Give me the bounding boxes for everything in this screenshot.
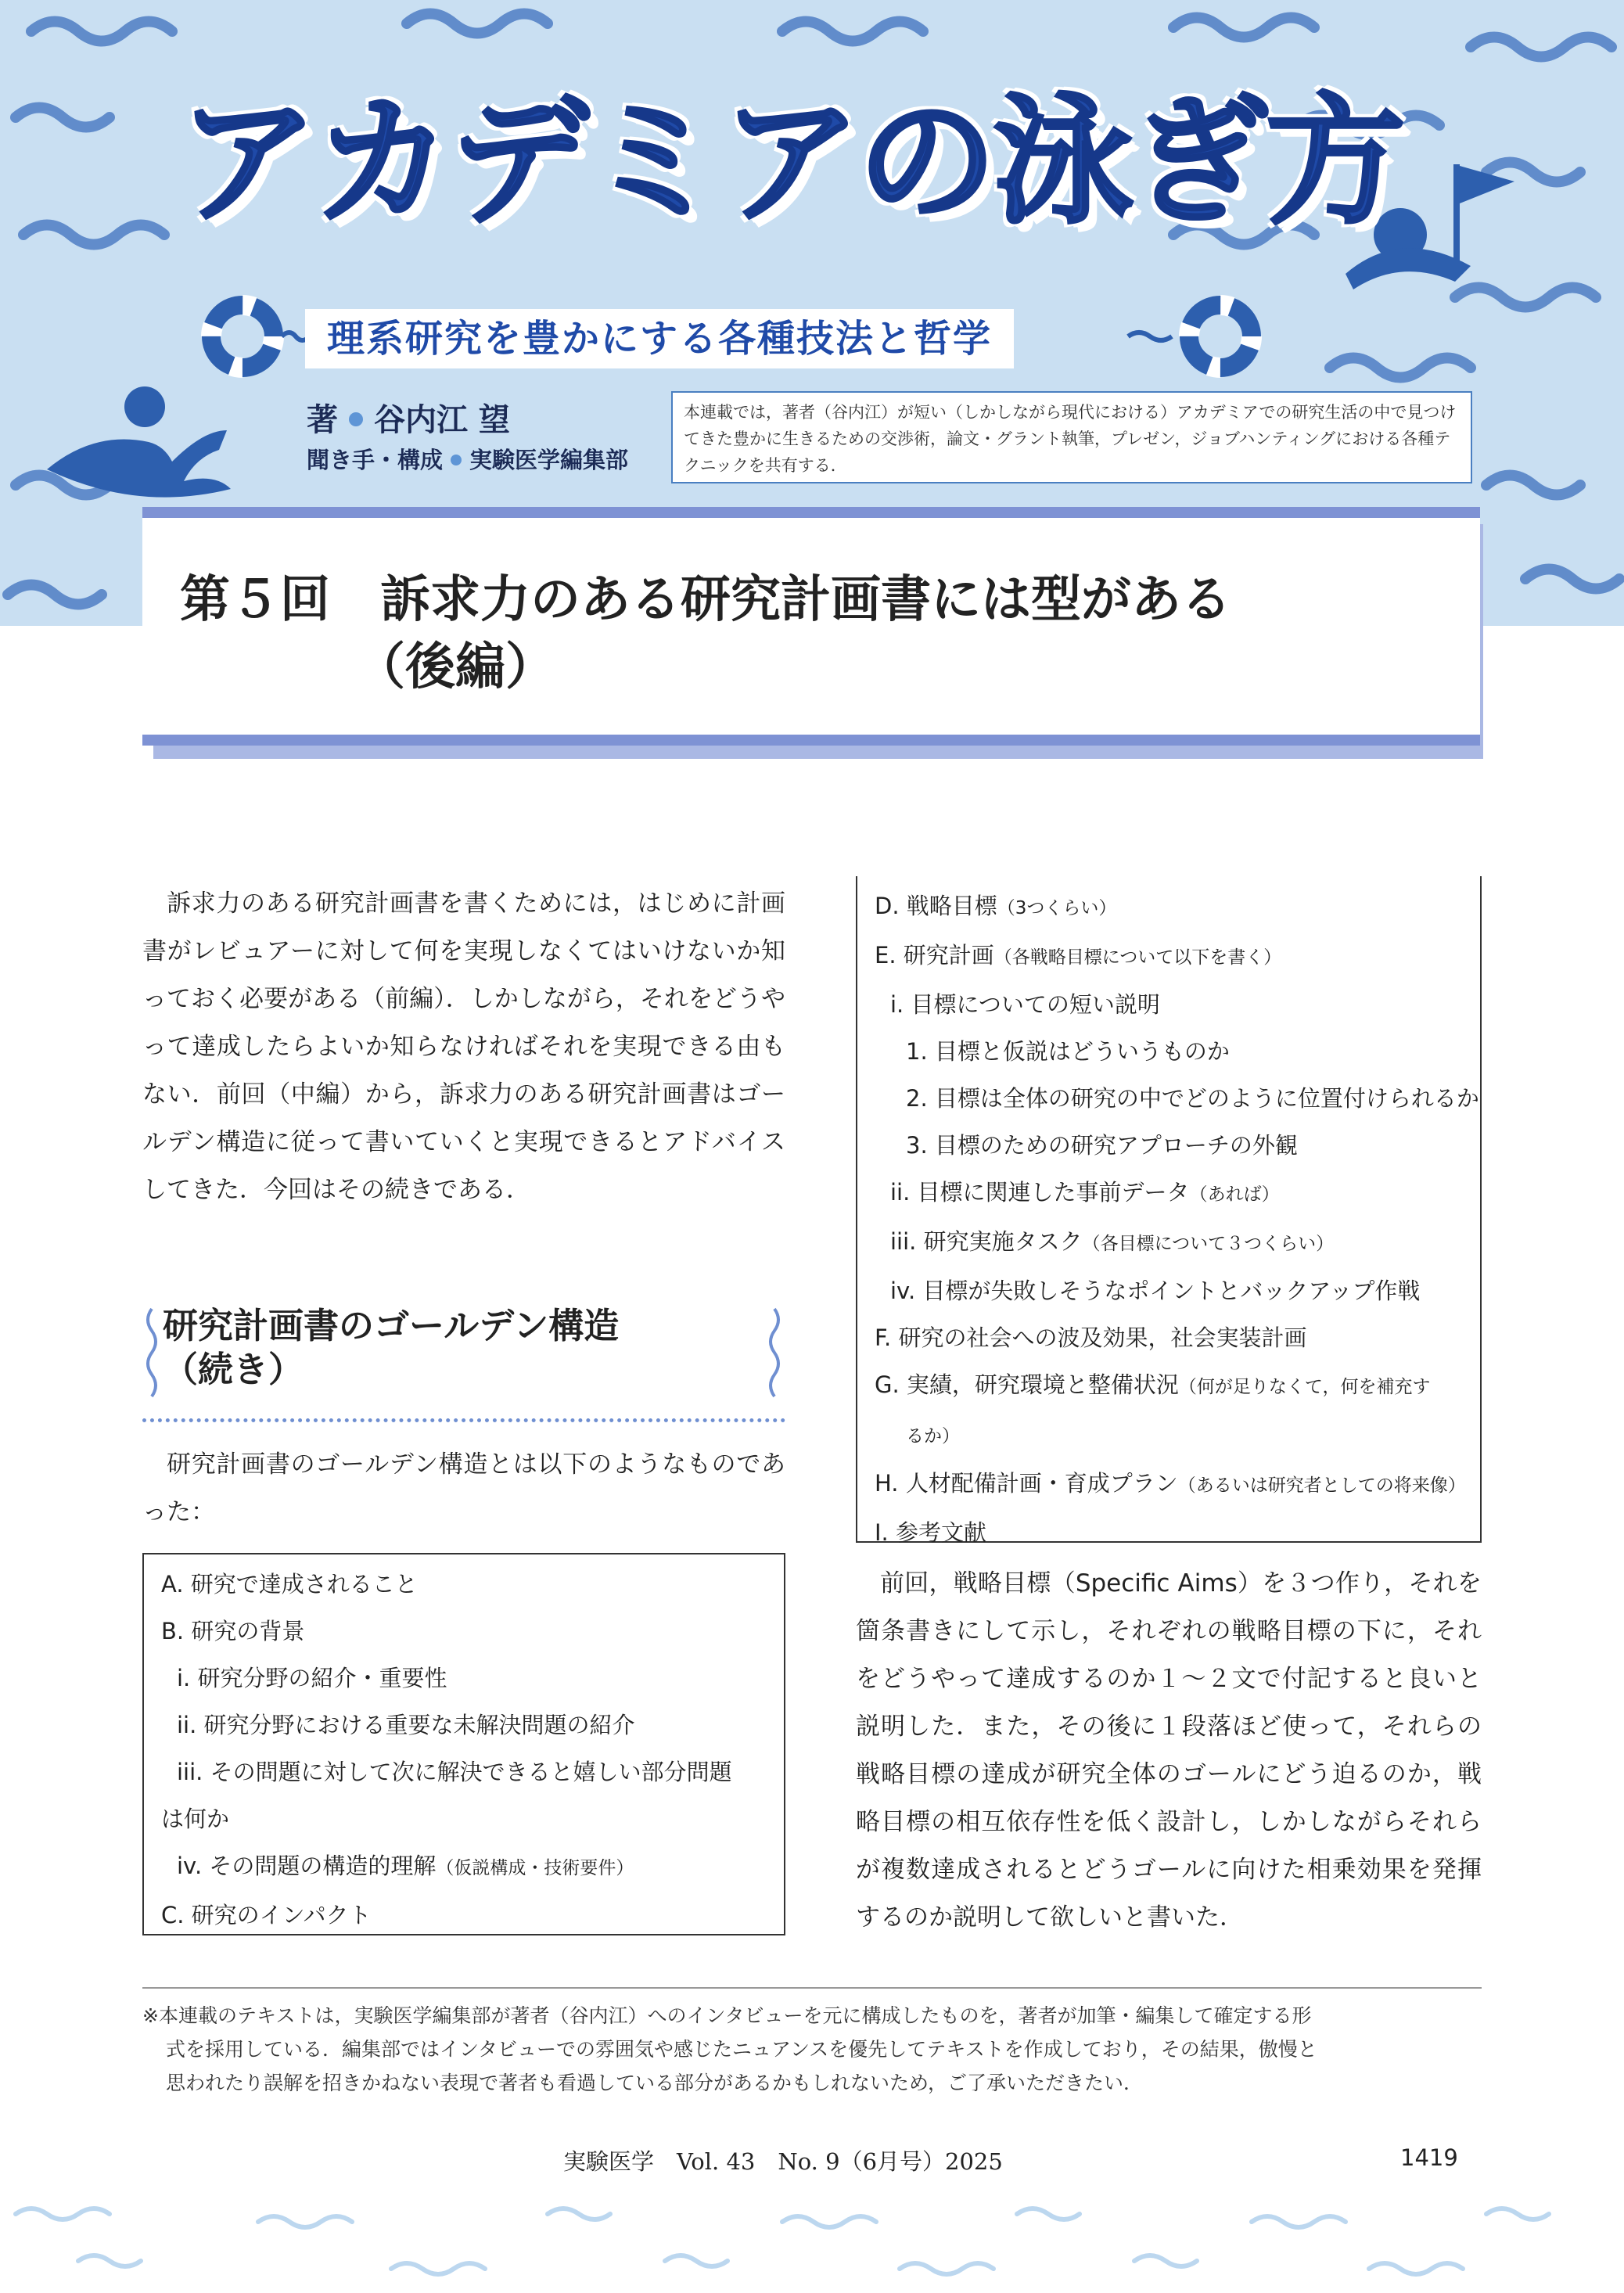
footnote-divider — [142, 1987, 1482, 1989]
outline-item: iii. その問題に対して次に解決できると嬉しい部分問題 — [177, 1759, 732, 1785]
swimmer-icon — [47, 386, 231, 498]
outline-item: A. 研究で達成されること — [161, 1571, 418, 1598]
outline-item: 2. 目標は全体の研究の中でどのように位置付けられるか — [906, 1085, 1479, 1112]
outline-item: F. 研究の社会への波及効果，社会実装計画 — [875, 1324, 1307, 1351]
author-label: 著 — [307, 402, 338, 438]
wave-bracket-left-icon — [142, 1306, 158, 1400]
section-heading — [142, 1301, 785, 1422]
outline-item: ii. 研究分野における重要な未解決問題の紹介 — [177, 1712, 635, 1738]
section-heading-text: 研究計画書のゴールデン構造 （続き） — [163, 1305, 620, 1390]
outline-item: ii. 目標に関連した事前データ（あれば） — [890, 1179, 1280, 1206]
journal-citation: 実験医学 Vol. 43 No. 9（6月号）2025 — [563, 2148, 1003, 2175]
outline-item: iii. 研究実施タスク（各目標について３つくらい） — [890, 1228, 1335, 1255]
author-line — [307, 395, 510, 440]
outline-item: 1. 目標と仮説はどういうものか — [906, 1038, 1230, 1065]
wave-bracket-right-icon — [768, 1306, 784, 1400]
outline-item: I. 参考文献 — [875, 1519, 986, 1546]
intro-paragraph: 訴求力のある研究計画書を書くためには，はじめに計画書がレビュアーに対して何を実現しなくてはいけないか知っておく必要がある（前編）．しかしながら，それをどうやって達成したらよいか知らなければそれを実現できる由もない．前回（中編）から，訴求力のある研究計画書はゴールデン構造に従って書いていくと実現できるとアドバイスしてきた．今回はその続きである． — [142, 890, 785, 1204]
golden-structure-box-2 — [856, 876, 1482, 1546]
bullet-dot-icon — [349, 412, 363, 426]
golden-structure-box-1 — [142, 1553, 785, 1935]
outline-item: i. 研究分野の紹介・重要性 — [177, 1665, 447, 1691]
outline-item: D. 戦略目標（3つくらい） — [875, 893, 1117, 919]
outline-item: H. 人材配備計画・育成プラン（あるいは研究者としての将来像） — [875, 1470, 1466, 1497]
outline-item: iv. その問題の構造的理解（仮説構成・技術要件） — [177, 1853, 634, 1879]
outline-item: 3. 目標のための研究アプローチの外観 — [906, 1132, 1298, 1159]
footnote: ※本連載のテキストは，実験医学編集部が著者（谷内江）へのインタビューを元に構成したものを，著者が加筆・編集して確定する形 式を採用している．編集部ではインタビューでの雰囲気や感じたニュアンスを優先してテキストを作成しており，その結果，傲慢と 思われたり誤解を招きかねない表現で著者も看過している部分があるかもしれないため，ご了承いただきたい． — [142, 2004, 1317, 2094]
outline-item: るか） — [906, 1426, 960, 1447]
section-intro-paragraph: 研究計画書のゴールデン構造とは以下のようなものであった： — [142, 1450, 785, 1526]
rope-right-icon — [1126, 329, 1173, 344]
interviewer-name: 実験医学編集部 — [469, 447, 629, 473]
life-ring-right-icon — [1177, 293, 1263, 379]
bottom-wave-pattern — [0, 2198, 1624, 2284]
outline-item: B. 研究の背景 — [161, 1618, 305, 1644]
outline-item: iv. 目標が失敗しそうなポイントとバックアップ作戦 — [890, 1278, 1421, 1304]
bullet-dot-icon — [451, 455, 462, 465]
author-name: 谷内江 望 — [374, 402, 510, 438]
series-title: アカデミアの泳ぎ方 — [178, 81, 1403, 243]
right-paragraph: 前回，戦略目標（Specific Aims）を３つ作り，それを箇条書きにして示し，それぞれの戦略目標の下に，それをどうやって達成するのか１〜２文で付記すると良いと説明した．また，その後に１段落ほど使って，それらの戦略目標の達成が研究全体のゴールにどう迫るのか，戦略目標の相互依存性を低く設計し，しかしながらそれらが複数達成されるとどうゴールに向けた相乗効果を発揮するのか説明して欲しいと書いた． — [856, 1569, 1482, 1932]
outline-item: は何か — [161, 1806, 230, 1832]
series-subtitle: 理系研究を豊かにする各種技法と哲学 — [305, 309, 1014, 368]
interviewer-line — [307, 443, 628, 475]
chapter-title: 第５回 訴求力のある研究計画書には型がある （後編） — [180, 571, 1231, 696]
series-description: 本連載では，著者（谷内江）が短い（しかしながら現代における）アカデミアでの研究生活の中で見つけてきた豊かに生きるための交渉術，論文・グラント執筆，プレゼン，ジョブハンティングにおける各種テクニックを共有する． — [671, 391, 1472, 483]
outline-item: E. 研究計画（各戦略目標について以下を書く） — [875, 942, 1282, 969]
outline-item: G. 実績，研究環境と整備状況（何が足りなくて，何を補充す — [875, 1371, 1431, 1398]
outline-item: i. 目標についての短い説明 — [890, 991, 1160, 1018]
chapter-title-box — [142, 507, 1480, 746]
page-number: 1419 — [1400, 2144, 1458, 2171]
interviewer-label: 聞き手・構成 — [307, 447, 444, 473]
outline-item: C. 研究のインパクト — [161, 1902, 372, 1928]
life-ring-left-icon — [199, 293, 286, 379]
